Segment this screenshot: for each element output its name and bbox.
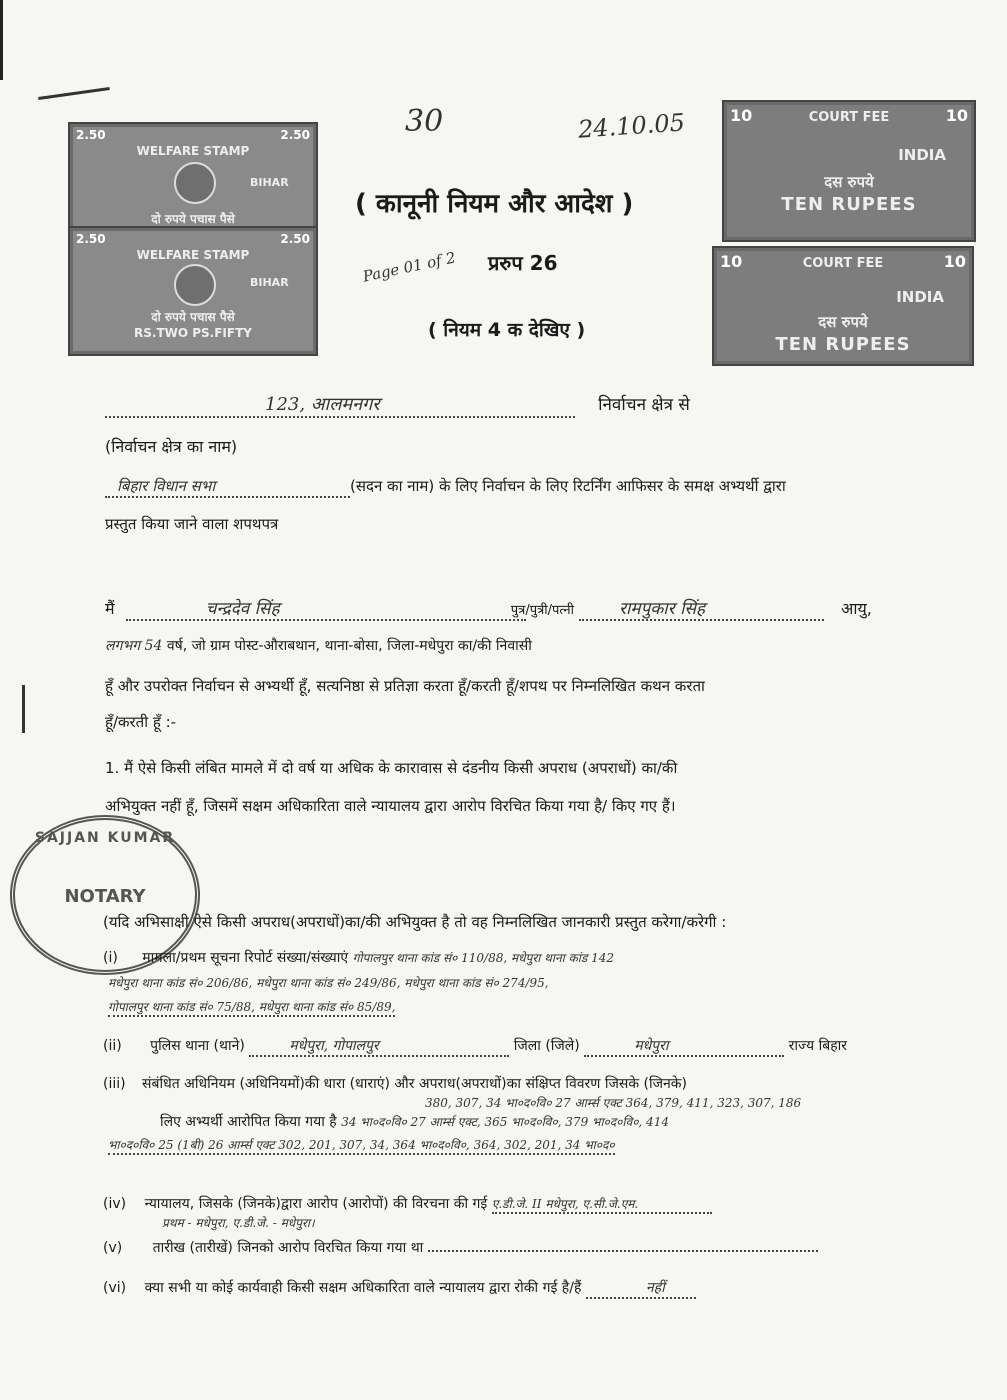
margin-stroke [38, 87, 110, 100]
state-label: राज्य बिहार [788, 1038, 847, 1054]
item-v [103, 1236, 818, 1257]
item-i-number: (i) [103, 950, 118, 966]
item-iii-value-2: 34 भा०द०वि० 27 आर्म्स एक्ट, 365 भा०द०वि०, 379 भा०द०वि०, 414 [341, 1115, 669, 1129]
item-i [103, 948, 614, 967]
page-note: Page 01 of 2 [361, 248, 458, 286]
item-ii-label: पुलिस थाना (थाने) [150, 1038, 245, 1054]
stamp-value: 10 [730, 106, 753, 125]
constituency-suffix: निर्वाचन क्षेत्र से [598, 395, 690, 415]
house-text-2: प्रस्तुत किया जाने वाला शपथपत्र [105, 515, 279, 533]
deponent-line-4: हूँ/करती हूँ :- [105, 713, 177, 731]
deponent-age: लगभग 54 [105, 638, 163, 654]
stamp-hindi: दो रुपये पचास पैसे [151, 212, 235, 226]
item-v-blank [428, 1236, 818, 1252]
document-title: ( कानूनी नियम और आदेश ) [355, 189, 634, 219]
house-value: बिहार विधान सभा [105, 476, 350, 498]
conditional-note: (यदि अभिसाक्षी ऐसे किसी अपराध(अपराधों)का/की अभियुक्त है तो वह निम्नलिखित जानकारी प्रस्तुत करेगा/करेगी : [103, 913, 727, 931]
item-iii-line-2 [160, 1112, 669, 1131]
constituency-line [105, 392, 690, 418]
clause-1-line-2: अभियुक्त नहीं हूँ, जिसमें सक्षम अधिकारिता वाले न्यायालय द्वारा आरोप विरचित किया गया है/ किए गए हैं। [105, 797, 676, 815]
scan-edge [0, 0, 3, 80]
item-iv-number: (iv) [103, 1196, 127, 1212]
constituency-value: 123, आलमनगर [105, 392, 575, 418]
item-vi-value: नहीं [586, 1278, 696, 1299]
stamp-header: COURT FEE [802, 256, 884, 271]
stamp-value: 2.50 [280, 232, 310, 246]
age-label: आयु, [841, 599, 872, 618]
folio-number: 30 [405, 104, 444, 139]
deponent-name: चन्द्रदेव सिंह [126, 596, 526, 621]
item-vi-number: (vi) [103, 1280, 127, 1296]
stamp-value: 10 [945, 106, 968, 125]
stamp-value: 10 [720, 252, 743, 271]
deponent-address: वर्ष, जो ग्राम पोस्ट-औराबथान, थाना-बोसा, जिला-मधेपुरा का/की निवासी [166, 638, 532, 654]
relation-label: पुत्र/पुत्री/पत्नी [510, 603, 574, 618]
seal-name: SAJJAN KUMAR [34, 830, 176, 846]
house-text: (सदन का नाम) के लिए निर्वाचन के लिए रिटर्निंग आफिसर के समक्ष अभ्यर्थी द्वारा [350, 477, 786, 495]
item-iv-value-1: ए.डी.जे. II मधेपुरा, ए.सी.जे.एम. [492, 1195, 712, 1214]
item-v-number: (v) [103, 1240, 123, 1256]
stamp-hindi: दस रुपये [818, 313, 868, 331]
house-line [105, 476, 786, 498]
item-iv-label: न्यायालय, जिसके (जिनके)द्वारा आरोप (आरोपों) की विरचना की गई [144, 1196, 488, 1212]
welfare-stamp [68, 122, 318, 234]
item-iii-value-3: भा०द०वि० 25 (1बी) 26 आर्म्स एक्ट 302, 201, 307, 34, 364 भा०द०वि०, 364, 302, 201, 34 भा०द० [108, 1136, 615, 1155]
stamp-country: INDIA [898, 146, 946, 164]
stamp-value: 2.50 [76, 232, 106, 246]
stamp-english: RS.TWO PS.FIFTY [134, 326, 252, 340]
stamp-state: BIHAR [250, 176, 289, 189]
item-iii-value-1: 380, 307, 34 भा०द०वि० 27 आर्म्स एक्ट 364, 379, 411, 323, 307, 186 [425, 1096, 802, 1110]
stamp-value: 2.50 [280, 128, 310, 142]
item-ii [103, 1036, 847, 1057]
stamp-header: COURT FEE [808, 110, 890, 125]
stamp-state: BIHAR [250, 276, 289, 289]
district-label: जिला (जिले) [513, 1038, 580, 1054]
item-i-value-3: गोपालपुर थाना कांड सं० 75/88, मधेपुरा थाना कांड सं० 85/89, [108, 998, 395, 1017]
item-vi [103, 1278, 696, 1299]
handwritten-date: 24.10.05 [577, 108, 686, 144]
rule-reference: ( नियम 4 क देखिए ) [428, 319, 586, 341]
stamp-country: INDIA [896, 288, 944, 306]
father-name: रामपुकार सिंह [579, 596, 824, 621]
emblem-icon [174, 264, 216, 306]
stamp-hindi: दो रुपये पचास पैसे [151, 310, 235, 324]
clause-1-line-1: 1. मैं ऐसे किसी लंबित मामले में दो वर्ष या अधिक के कारावास से दंडनीय किसी अपराध (अपराधों) का/की [105, 759, 678, 777]
item-iv [103, 1194, 712, 1214]
margin-stroke [22, 685, 25, 733]
stamp-english: TEN RUPEES [781, 194, 917, 215]
item-iii-number: (iii) [103, 1076, 126, 1092]
court-fee-stamp [722, 100, 976, 242]
stamp-english: TEN RUPEES [775, 334, 911, 355]
item-i-value-1: गोपालपुर थाना कांड सं० 110/88, मधेपुरा थाना कांड 142 [352, 951, 614, 965]
court-fee-stamp [712, 246, 974, 366]
item-vi-label: क्या सभी या कोई कार्यवाही किसी सक्षम अधिकारिता वाले न्यायालय द्वारा रोकी गई है/हैं [144, 1280, 582, 1296]
stamp-value: 2.50 [76, 128, 106, 142]
item-v-label: तारीख (तारीखें) जिनको आरोप विरचित किया गया था [152, 1240, 424, 1256]
deponent-line-2 [105, 636, 532, 655]
item-i-value-2: मधेपुरा थाना कांड सं० 206/86, मधेपुरा थाना कांड सं० 249/86, मधेपुरा थाना कांड सं० 274/95, [108, 976, 549, 990]
stamp-hindi: दस रुपये [824, 173, 874, 191]
welfare-stamp [68, 226, 318, 356]
item-iii-label-2: लिए अभ्यर्थी आरोपित किया गया है [160, 1114, 337, 1130]
item-ii-number: (ii) [103, 1038, 122, 1054]
item-iii [103, 1074, 687, 1093]
deponent-label: मैं [105, 599, 115, 618]
item-iii-label: संबंधित अधिनियम (अधिनियमों)की धारा (धाराएं) और अपराध(अपराधों)का संक्षिप्त विवरण जिसके (जिनके) [142, 1076, 687, 1092]
seal-sub: NOTARY [64, 886, 146, 907]
constituency-caption: (निर्वाचन क्षेत्र का नाम) [105, 437, 238, 456]
deponent-line-3: हूँ और उपरोक्त निर्वाचन से अभ्यर्थी हूँ, सत्यनिष्ठा से प्रतिज्ञा करता हूँ/करती हूँ/शपथ पर निम्नलिखित कथन करता [105, 677, 705, 695]
item-iv-value-2: प्रथम - मधेपुरा, ए.डी.जे. - मधेपुरा। [162, 1216, 315, 1230]
item-i-label: मामला/प्रथम सूचना रिपोर्ट संख्या/संख्याएं [142, 950, 349, 966]
form-number: प्ररुप 26 [488, 251, 558, 275]
police-station: मधेपुरा, गोपालपुर [249, 1036, 509, 1057]
district-value: मधेपुरा [584, 1036, 784, 1057]
stamp-header: WELFARE STAMP [136, 144, 250, 158]
stamp-header: WELFARE STAMP [136, 248, 250, 262]
deponent-line [105, 596, 872, 621]
stamp-value: 10 [943, 252, 966, 271]
emblem-icon [174, 162, 216, 204]
